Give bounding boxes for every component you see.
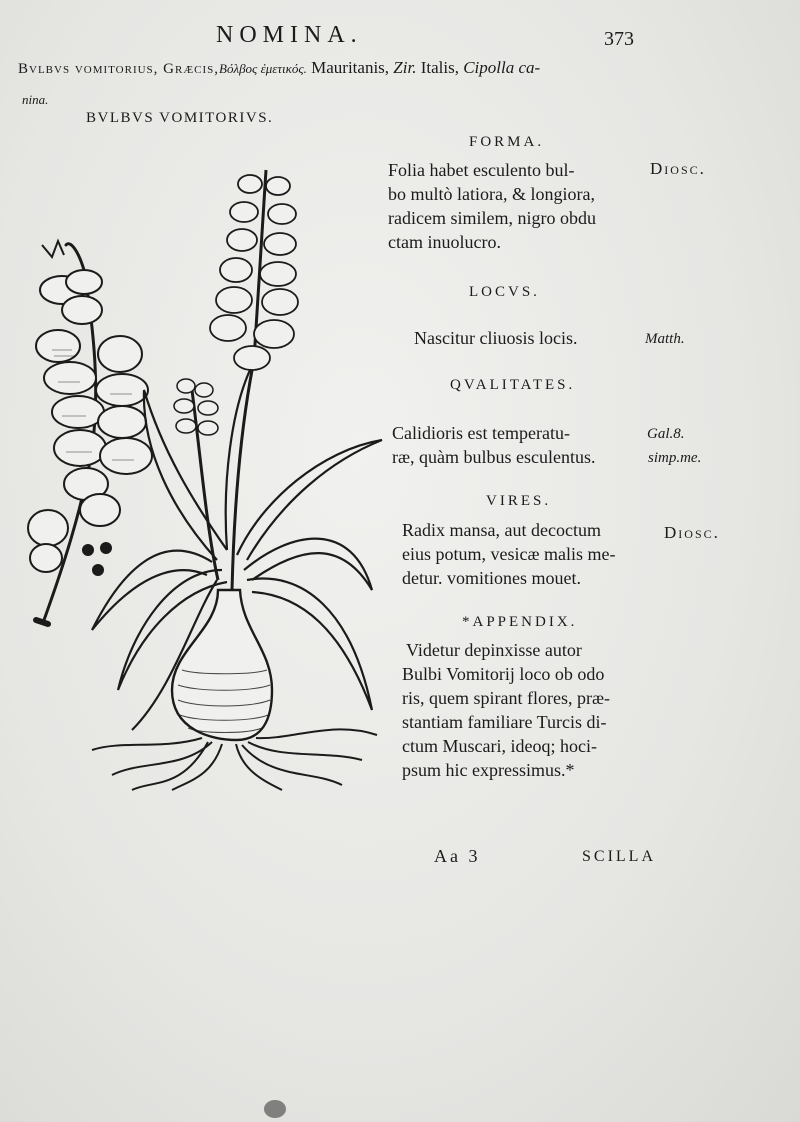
appendix-line: Videtur depinxisse autor [406,640,582,660]
forma-line: bo multò latiora, & longiora, [388,184,595,204]
heading-forma: FORMA. [469,134,545,150]
vires-line: Radix mansa, aut decoctum [402,520,601,540]
margin-note-vires: Diosc. [664,523,720,542]
appendix-line: ris, quem spirant flores, præ- [402,688,610,708]
appendix-line: ctum Muscari, ideoq; hoci- [402,736,597,756]
plant-names-continuation: nina. [22,92,49,107]
appendix-text [402,638,664,782]
arabic-name: Zir. [393,58,417,77]
names-mauritanis: Mauritanis, [306,58,394,77]
catchword: SCILLA [582,848,656,865]
vires-line: detur. vomitiones mouet. [402,568,581,588]
italian-name: Cipolla ca- [463,58,541,77]
plant-woodcut-illustration [22,150,394,795]
heading-locus: LOCVS. [469,284,540,300]
forma-line: ctam inuolucro. [388,232,501,252]
ink-stain [264,1100,286,1118]
page-number: 373 [604,28,634,50]
heading-vires: VIRES. [486,493,552,509]
margin-note-qualitates-2: simp.me. [648,450,702,466]
qualitates-line: ræ, quàm bulbus esculentus. [392,447,596,467]
names-italis: Italis, [416,58,464,77]
vires-line: eius potum, vesicæ malis me- [402,544,616,564]
running-title: NOMINA. [216,22,363,48]
signature-mark: Aa 3 [434,846,481,866]
qualitates-text [392,421,654,469]
appendix-line: psum hic expressimus.* [402,760,575,780]
margin-note-locus: Matth. [645,331,685,347]
forma-line: radicem similem, nigro obdu [388,208,596,228]
plant-names-line [18,58,540,78]
locus-text [414,326,676,350]
forma-line: Folia habet esculento bul- [388,160,575,180]
forma-text [388,158,650,254]
plant-caption: BVLBVS VOMITORIVS. [86,110,274,126]
appendix-line: Bulbi Vomitorij loco ob odo [402,664,605,684]
locus-line: Nascitur cliuosis locis. [414,328,578,348]
vires-text [402,518,664,590]
margin-note-forma: Diosc. [650,159,706,178]
greek-name: Βόλβος ἐμετικός. [219,61,307,76]
heading-appendix: *APPENDIX. [462,614,578,630]
names-prefix: Bvlbvs vomitorius, Græcis, [18,61,219,77]
qualitates-line: Calidioris est temperatu- [392,423,570,443]
margin-note-qualitates-1: Gal.8. [647,426,685,442]
appendix-line: stantiam familiare Turcis di- [402,712,607,732]
heading-qualitates: QVALITATES. [450,377,576,393]
